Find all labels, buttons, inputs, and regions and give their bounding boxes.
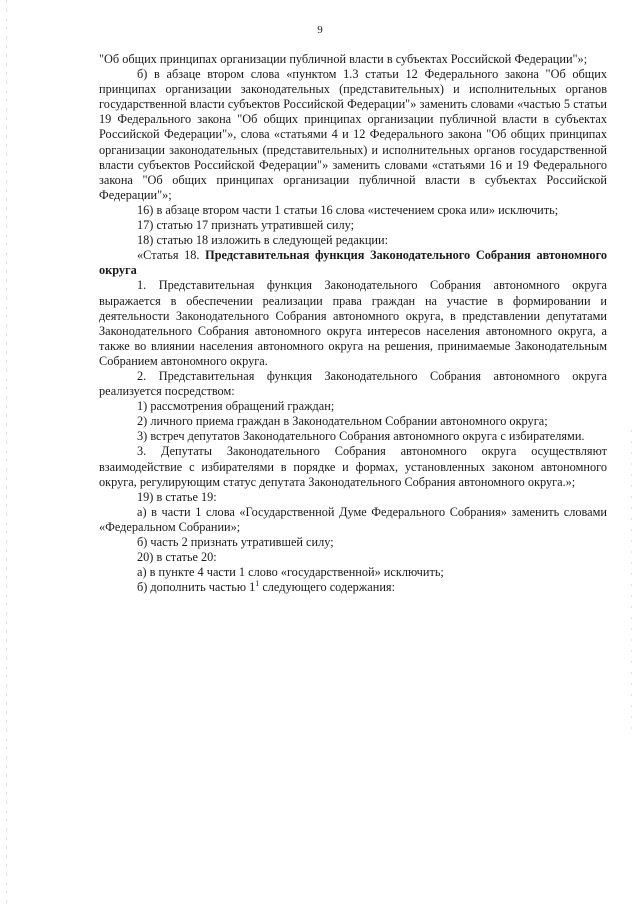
paragraph-item-20: 20) в статье 20: xyxy=(137,550,217,565)
item-20-b-superscript: 1 xyxy=(255,579,260,589)
paragraph-item-16: 16) в абзаце втором части 1 статьи 16 слова «истечением срока или» исключить; xyxy=(137,202,559,217)
article-18-part-1: 1. Представительная функция Законодательного Собрания автономного округа выражается в обеспечении реализации права граждан на участие в формировании и деятельности Законодательного Собрания автономного округа, в представлении депутатами Законодательного Собрания автономного округа интересов населения автономного округа, а также во влиянии населения автономного округа на решения, принимаемые Законодательным Собранием автономного округа. xyxy=(99,278,607,368)
item-20-b-text-end: следующего содержания: xyxy=(259,580,395,595)
article-18-part-2: 2. Представительная функция Законодательного Собрания автономного округа реализуется посредством: xyxy=(99,368,607,399)
document-body xyxy=(99,52,607,595)
item-20-b-text-start: б) дополнить частью 1 xyxy=(137,580,256,595)
paragraph-item-20-b xyxy=(99,580,607,595)
scan-edge-left xyxy=(6,0,7,905)
paragraph-item-19-b: б) часть 2 признать утратившей силу; xyxy=(137,535,334,549)
article-18-part-3: 3. Депутаты Законодательного Собрания автономного округа осуществляют взаимодействие с избирателями в порядке и формах, установленных законом автономного округа, регулирующим статус депутата Законодательного Собрания автономного округа.»; xyxy=(99,444,607,489)
paragraph-item-20-a: а) в пункте 4 части 1 слово «государственной» исключить; xyxy=(137,565,444,580)
paragraph-item-18: 18) статью 18 изложить в следующей редакции: xyxy=(137,233,388,248)
paragraph-item-19: 19) в статье 19: xyxy=(137,489,217,504)
article-18-title: Представительная функция Законодательного Собрания автономного округа xyxy=(99,248,607,278)
article-18-part-2-item-3: 3) встреч депутатов Законодательного Собрания автономного округа с избирателями. xyxy=(137,429,585,444)
scan-edge-right xyxy=(631,430,632,730)
article-18-part-2-item-1: 1) рассмотрения обращений граждан; xyxy=(137,399,335,414)
paragraph-item-17: 17) статью 17 признать утратившей силу; xyxy=(137,218,355,233)
paragraph-amendment-b: б) в абзаце втором слова «пунктом 1.3 статьи 12 Федерального закона "Об общих принципах организации законодательных (представительных) и исполнительных органов государственной власти субъектов Российской Федерации"» заменить словами «частью 5 статьи 19 Федерального закона "Об общих принципах организации публичной власти в субъектах Российской Федерации"», слова «статьями 4 и 12 Федерального закона "Об общих принципах организации законодательных (представительных) и исполнительных органов государственной власти субъектов Российской Федерации"» заменить словами «статьями 16 и 19 Федерального закона "Об общих принципах организации публичной власти в субъектах Российской Федерации"»; xyxy=(99,67,607,202)
article-18-prefix: «Статья 18. xyxy=(137,248,206,263)
paragraph-item-19-a: а) в части 1 слова «Государственной Думе Федерального Собрания» заменить словами «Федеральном Собрании»; xyxy=(99,504,607,534)
article-18-part-2-item-2: 2) личного приема граждан в Законодательном Собрании автономного округа; xyxy=(137,414,548,429)
page-number: 9 xyxy=(317,24,323,36)
paragraph-continuation: "Об общих принципах организации публичной власти в субъектах Российской Федерации"»; xyxy=(99,52,588,66)
article-18-heading xyxy=(99,248,607,278)
